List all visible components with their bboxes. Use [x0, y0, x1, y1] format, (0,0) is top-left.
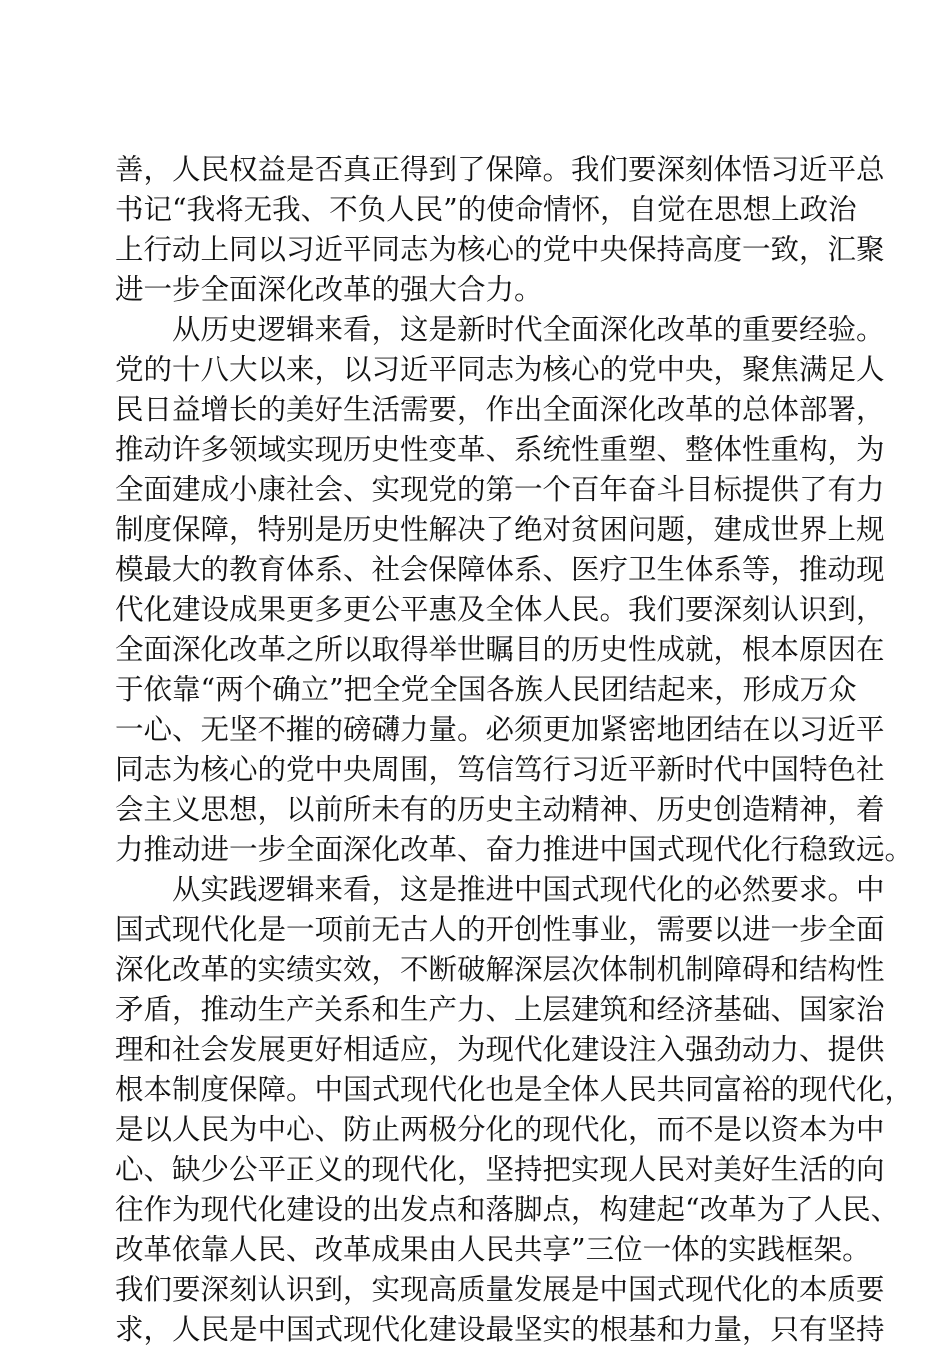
text-line: 同志为核心的党中央周围，笃信笃行习近平新时代中国特色社 — [115, 753, 885, 786]
text-line: 我们要深刻认识到，实现高质量发展是中国式现代化的本质要 — [115, 1273, 885, 1306]
text-line: 模最大的教育体系、社会保障体系、医疗卫生体系等，推动现 — [115, 553, 885, 586]
text-line: 求，人民是中国式现代化建设最坚实的根基和力量，只有坚持 — [115, 1313, 885, 1346]
text-line: 推动许多领域实现历史性变革、系统性重塑、整体性重构，为 — [115, 433, 885, 466]
text-line: 民日益增长的美好生活需要，作出全面深化改革的总体部署， — [115, 393, 885, 426]
text-line: 往作为现代化建设的出发点和落脚点，构建起“改革为了人民、 — [115, 1193, 900, 1226]
text-line: 是以人民为中心、防止两极分化的现代化，而不是以资本为中 — [115, 1113, 885, 1146]
text-line: 上行动上同以习近平同志为核心的党中央保持高度一致，汇聚 — [115, 233, 885, 266]
text-line: 进一步全面深化改革的强大合力。 — [115, 273, 543, 306]
paragraph-start-line: 从实践逻辑来看，这是推进中国式现代化的必然要求。中 — [172, 873, 885, 906]
text-line: 善，人民权益是否真正得到了保障。我们要深刻体悟习近平总 — [115, 153, 885, 186]
text-line: 国式现代化是一项前无古人的开创性事业，需要以进一步全面 — [115, 913, 885, 946]
text-line: 制度保障，特别是历史性解决了绝对贫困问题，建成世界上规 — [115, 513, 885, 546]
paragraph-start-line: 从历史逻辑来看，这是新时代全面深化改革的重要经验。 — [172, 313, 885, 346]
text-line: 代化建设成果更多更公平惠及全体人民。我们要深刻认识到， — [115, 593, 885, 626]
text-line: 党的十八大以来，以习近平同志为核心的党中央，聚焦满足人 — [115, 353, 885, 386]
text-line: 矛盾，推动生产关系和生产力、上层建筑和经济基础、国家治 — [115, 993, 885, 1026]
text-line: 于依靠“两个确立”把全党全国各族人民团结起来，形成万众 — [115, 673, 857, 706]
document-body — [115, 150, 914, 1350]
text-line: 全面深化改革之所以取得举世瞩目的历史性成就，根本原因在 — [115, 633, 885, 666]
text-line: 书记“我将无我、不负人民”的使命情怀，自觉在思想上政治 — [115, 193, 857, 226]
text-line: 会主义思想，以前所未有的历史主动精神、历史创造精神，着 — [115, 793, 885, 826]
text-line: 改革依靠人民、改革成果由人民共享”三位一体的实践框架。 — [115, 1233, 871, 1266]
text-line: 深化改革的实绩实效，不断破解深层次体制机制障碍和结构性 — [115, 953, 885, 986]
text-line: 一心、无坚不摧的磅礴力量。必须更加紧密地团结在以习近平 — [115, 713, 885, 746]
text-line: 根本制度保障。中国式现代化也是全体人民共同富裕的现代化， — [115, 1073, 914, 1106]
text-line: 理和社会发展更好相适应，为现代化建设注入强劲动力、提供 — [115, 1033, 885, 1066]
text-line: 全面建成小康社会、实现党的第一个百年奋斗目标提供了有力 — [115, 473, 885, 506]
text-line: 心、缺少公平正义的现代化，坚持把实现人民对美好生活的向 — [115, 1153, 885, 1186]
text-line: 力推动进一步全面深化改革、奋力推进中国式现代化行稳致远。 — [115, 833, 914, 866]
